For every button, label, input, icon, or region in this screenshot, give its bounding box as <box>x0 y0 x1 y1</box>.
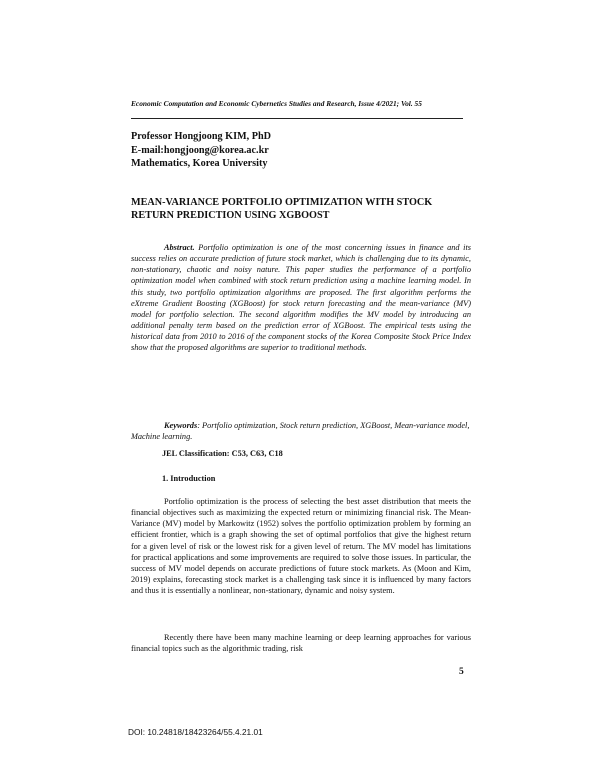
keywords-text: : Portfolio optimization, Stock return prediction, XGBoost, Mean-variance model, Machine learning. <box>131 421 470 442</box>
paper-title: MEAN-VARIANCE PORTFOLIO OPTIMIZATION WITH STOCK RETURN PREDICTION USING XGBOOST <box>131 197 433 221</box>
section-heading: 1. Introduction <box>162 474 216 483</box>
abstract-text: Portfolio optimization is one of the most concerning issues in finance and its success relies on accurate prediction of future stock market, which is challenging due to its dynamic, non-stationary, chaotic and noisy nature. This paper studies the performance of a portfolio optimization model when combined with stock return prediction using a machine learning model. In this study, two portfolio optimization algorithms are proposed. The first algorithm performs the eXtreme Gradient Boosting (XGBoost) for stock return forecasting and the mean-variance (MV) model for portfolio selection. The second algorithm modifies the MV model by introducing an additional penalty term based on the prediction error of XGBoost. The empirical tests using the historical data from 2010 to 2016 of the component stocks of the Korea Composite Stock Price Index show that the proposed algorithms are superior to traditional methods. <box>131 243 471 353</box>
page-number: 5 <box>459 667 464 677</box>
header-rule <box>131 118 463 119</box>
keywords <box>131 420 471 442</box>
body-paragraph: Recently there have been many machine learning or deep learning approaches for various financial topics such as the algorithmic trading, risk <box>131 633 471 654</box>
doi-link[interactable]: DOI: 10.24818/18423264/55.4.21.01 <box>128 727 263 737</box>
author-block <box>131 130 471 171</box>
journal-header: Economic Computation and Economic Cybernetics Studies and Research, Issue 4/2021; Vol. 55 <box>131 99 422 108</box>
author-affiliation: Mathematics, Korea University <box>131 158 268 169</box>
keywords-label: Keywords <box>164 421 198 430</box>
author-name: Professor Hongjoong KIM, PhD <box>131 131 271 142</box>
author-email[interactable]: E-mail:hongjoong@korea.ac.kr <box>131 144 269 156</box>
abstract <box>131 242 471 354</box>
body-paragraph: Portfolio optimization is the process of selecting the best asset distribution that meets the financial objectives such as maximizing the expected return or minimizing financial risk. The Mean-Variance (MV) model by Markowitz (1952) solves the portfolio optimization problem by forming an efficient frontier, which is a graph showing the set of optimal portfolios that give the highest return for a given level of risk or the lowest risk for a given level of return. The MV model has limitations for practical applications and some improvements are required to solve those issues. In particular, the success of MV model depends on accurate predictions of future stock markets. As (Moon and Kim, 2019) explains, forecasting stock market is a challenging task since it is influenced by many factors and thus it is essentially a nonlinear, non-stationary, dynamic and noisy system. <box>131 497 471 596</box>
abstract-label: Abstract. <box>164 243 195 252</box>
jel-classification: JEL Classification: C53, C63, C18 <box>162 449 283 458</box>
